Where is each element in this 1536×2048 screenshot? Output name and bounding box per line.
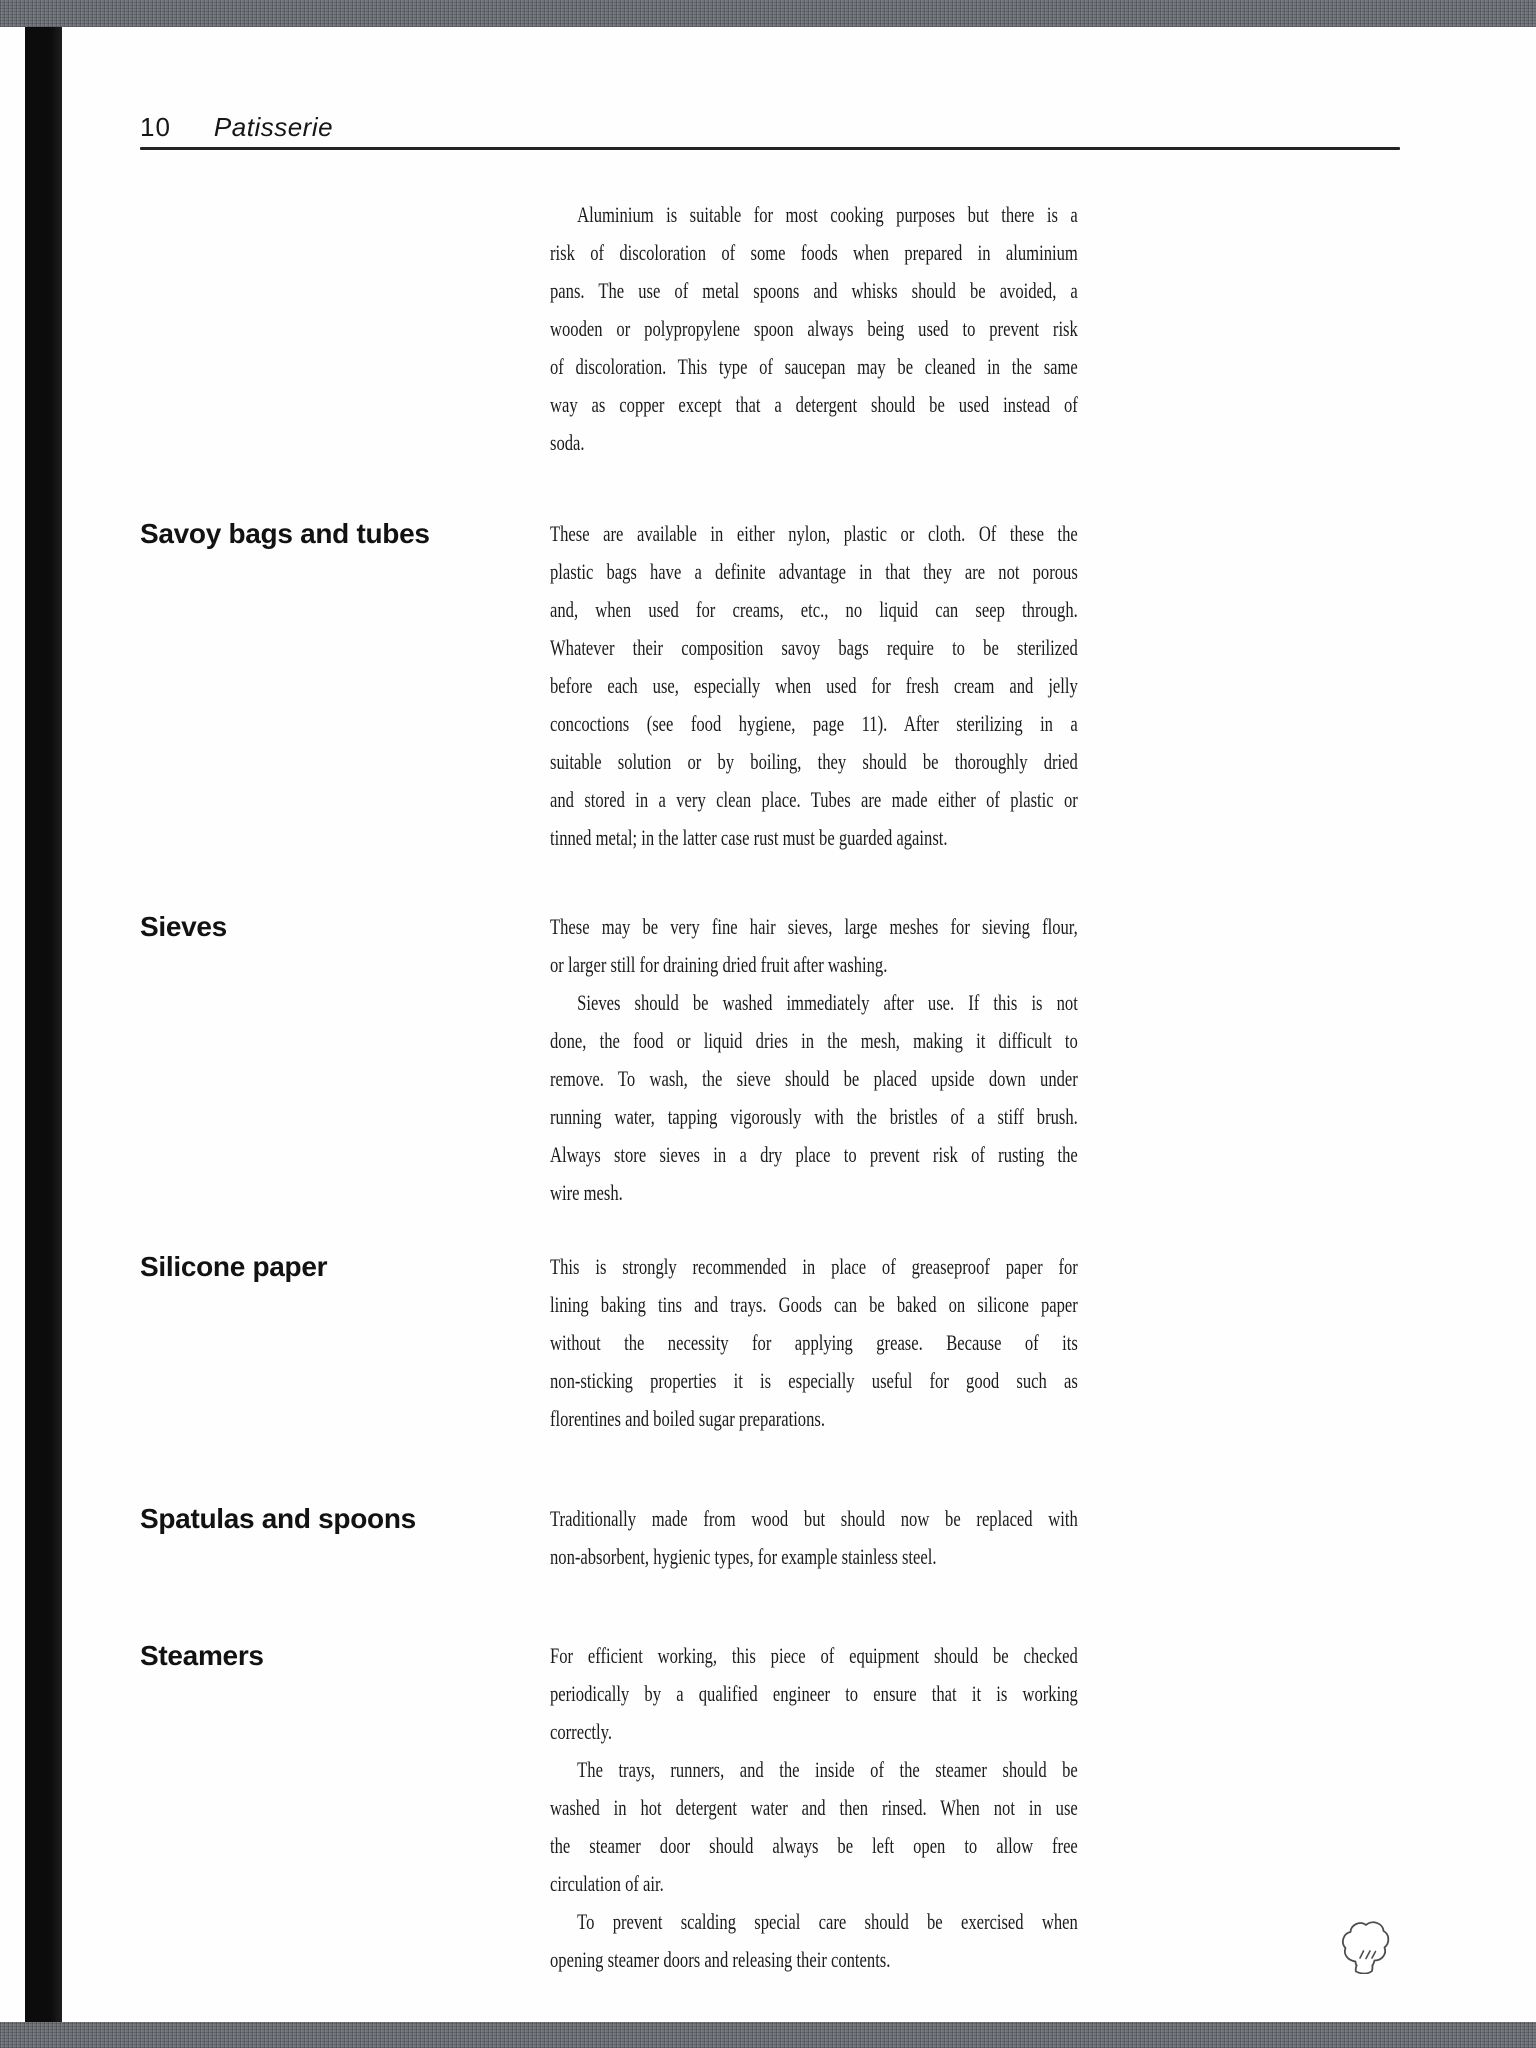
running-title: Patisserie xyxy=(213,112,334,142)
text-line: soda. xyxy=(550,430,585,455)
text-line: lining baking tins and trays. Goods can be baked on silicone paper xyxy=(550,1292,1078,1317)
section xyxy=(140,196,1340,462)
section-heading: Steamers xyxy=(140,1640,264,1671)
text-line: These are available in either nylon, plastic or cloth. Of these the xyxy=(550,521,1078,546)
text-line: Always store sieves in a dry place to prevent risk of rusting the xyxy=(550,1142,1078,1167)
text-line: concoctions (see food hygiene, page 11). After sterilizing in a xyxy=(550,711,1078,736)
chef-hat-icon xyxy=(1338,1918,1390,1974)
section-body xyxy=(550,1248,1078,1438)
text-line: Aluminium is suitable for most cooking purposes but there is a xyxy=(577,202,1078,227)
text-line: periodically by a qualified engineer to ensure that it is working xyxy=(550,1681,1078,1706)
text-line: Whatever their composition savoy bags require to be sterilized xyxy=(550,635,1078,660)
text-line: circulation of air. xyxy=(550,1871,664,1896)
text-line: wire mesh. xyxy=(550,1180,623,1205)
page-content xyxy=(140,196,1340,1979)
section xyxy=(140,515,1340,857)
text-line: These may be very fine hair sieves, large meshes for sieving flour, xyxy=(550,914,1078,939)
text-line: wooden or polypropylene spoon always being used to prevent risk xyxy=(550,316,1078,341)
text-line: The trays, runners, and the inside of the steamer should be xyxy=(577,1757,1078,1782)
section-heading: Sieves xyxy=(140,911,227,942)
text-line: To prevent scalding special care should be exercised when xyxy=(577,1909,1078,1934)
section-body xyxy=(550,1500,1078,1576)
scan-edge-bottom xyxy=(0,2022,1536,2048)
text-line: way as copper except that a detergent should be used instead of xyxy=(550,392,1078,417)
text-line: For efficient working, this piece of equipment should be checked xyxy=(550,1643,1078,1668)
section-heading: Savoy bags and tubes xyxy=(140,518,430,549)
book-gutter-shadow-bar xyxy=(25,27,62,2022)
section-heading: Silicone paper xyxy=(140,1251,328,1282)
section-body xyxy=(550,908,1078,1212)
text-line: risk of discoloration of some foods when prepared in aluminium xyxy=(550,240,1078,265)
section-body xyxy=(550,196,1078,462)
text-line: florentines and boiled sugar preparations. xyxy=(550,1406,825,1431)
text-line: the steamer door should always be left open to allow free xyxy=(550,1833,1078,1858)
page-number: 10 xyxy=(140,112,171,142)
header-rule xyxy=(140,147,1400,150)
text-line: opening steamer doors and releasing their contents. xyxy=(550,1947,891,1972)
text-line: and stored in a very clean place. Tubes are made either of plastic or xyxy=(550,787,1078,812)
scan-edge-top xyxy=(0,0,1536,27)
text-line: non-absorbent, hygienic types, for example stainless steel. xyxy=(550,1544,937,1569)
text-line: and, when used for creams, etc., no liquid can seep through. xyxy=(550,597,1078,622)
section xyxy=(140,908,1340,1212)
section xyxy=(140,1500,1340,1576)
text-line: Traditionally made from wood but should now be replaced with xyxy=(550,1506,1078,1531)
text-line: pans. The use of metal spoons and whisks should be avoided, a xyxy=(550,278,1078,303)
text-line: done, the food or liquid dries in the mesh, making it difficult to xyxy=(550,1028,1078,1053)
text-line: washed in hot detergent water and then rinsed. When not in use xyxy=(550,1795,1078,1820)
text-line: plastic bags have a definite advantage in that they are not porous xyxy=(550,559,1078,584)
text-line: running water, tapping vigorously with the bristles of a stiff brush. xyxy=(550,1104,1078,1129)
text-line: remove. To wash, the sieve should be placed upside down under xyxy=(550,1066,1078,1091)
section-body xyxy=(550,515,1078,857)
text-line: This is strongly recommended in place of greaseproof paper for xyxy=(550,1254,1078,1279)
section-body xyxy=(550,1637,1078,1979)
section-heading: Spatulas and spoons xyxy=(140,1503,416,1534)
text-line: without the necessity for applying grease. Because of its xyxy=(550,1330,1078,1355)
text-line: suitable solution or by boiling, they should be thoroughly dried xyxy=(550,749,1078,774)
text-line: tinned metal; in the latter case rust must be guarded against. xyxy=(550,825,948,850)
section xyxy=(140,1637,1340,1979)
section xyxy=(140,1248,1340,1438)
text-line: before each use, especially when used for fresh cream and jelly xyxy=(550,673,1078,698)
text-line: Sieves should be washed immediately after use. If this is not xyxy=(577,990,1078,1015)
text-line: of discoloration. This type of saucepan may be cleaned in the same xyxy=(550,354,1078,379)
text-line: or larger still for draining dried fruit after washing. xyxy=(550,952,888,977)
text-line: non-sticking properties it is especially useful for good such as xyxy=(550,1368,1078,1393)
text-line: correctly. xyxy=(550,1719,613,1744)
running-header xyxy=(140,112,333,142)
